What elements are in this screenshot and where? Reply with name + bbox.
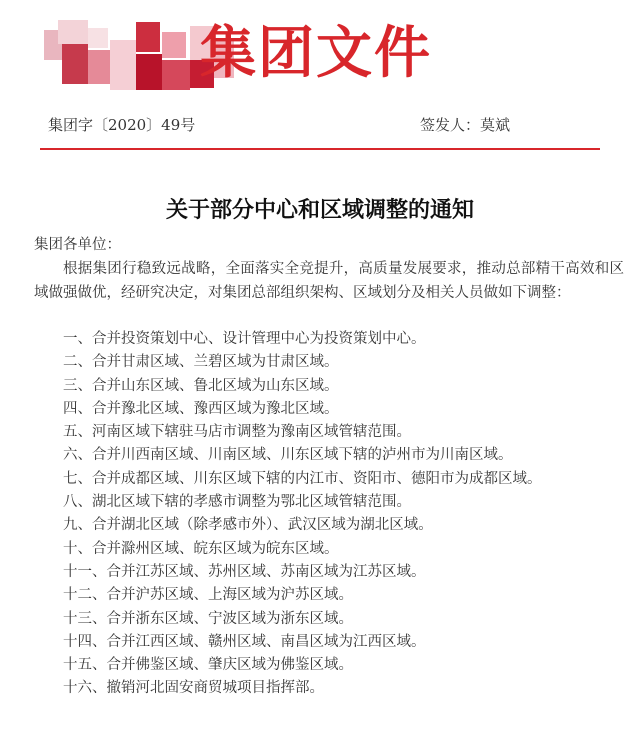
list-item: 十二、合并沪苏区域、上海区域为沪苏区域。 <box>63 587 353 604</box>
signer-label: 签发人： <box>420 116 481 134</box>
list-item: 九、合并湖北区域（除孝感市外）、武汉区域为湖北区域。 <box>63 517 433 534</box>
list-item: 十四、合并江西区域、赣州区域、南昌区域为江西区域。 <box>63 633 426 650</box>
signer-block <box>420 114 510 135</box>
list-item: 六、合并川西南区域、川南区域、川东区域下辖的泸州市为川南区域。 <box>63 447 513 464</box>
list-item: 十一、合并江苏区域、苏州区域、苏南区域为江苏区域。 <box>63 563 426 580</box>
list-item: 十、合并滁州区域、皖东区域为皖东区域。 <box>63 540 339 557</box>
list-item: 七、合并成都区域、川东区域下辖的内江市、资阳市、德阳市为成都区域。 <box>63 470 542 487</box>
list-item: 一、合并投资策划中心、设计管理中心为投资策划中心。 <box>63 331 426 347</box>
list-item: 四、合并豫北区域、豫西区域为豫北区域。 <box>63 400 339 417</box>
list-item: 八、湖北区域下辖的孝感市调整为鄂北区域管辖范围。 <box>63 494 411 511</box>
document-number: 集团字〔2020〕49号 <box>48 116 196 134</box>
red-divider-line <box>40 148 600 150</box>
list-item: 五、河南区域下辖驻马店市调整为豫南区域管辖范围。 <box>63 424 411 441</box>
intro-paragraph: 根据集团行稳致远战略，全面落实全竞提升，高质量发展要求，推动总部精干高效和区域做强做优，经研究决定，对集团总部组织架构、区域划分及相关人员做如下调整： <box>34 261 624 301</box>
list-item: 十三、合并浙东区域、宁波区域为浙东区域。 <box>63 610 353 627</box>
notice-title: 关于部分中心和区域调整的通知 <box>165 198 474 223</box>
list-item: 三、合并山东区域、鲁北区域为山东区域。 <box>63 377 339 394</box>
org-document-title: 集团文件 <box>200 21 432 86</box>
list-item: 十六、撤销河北固安商贸城项目指挥部。 <box>63 680 324 697</box>
list-item: 二、合并甘肃区域、兰碧区域为甘肃区域。 <box>63 354 339 371</box>
salutation: 集团各单位： <box>34 237 121 253</box>
signer-name: 莫斌 <box>480 116 511 134</box>
document-meta-row <box>0 114 640 138</box>
list-item: 十五、合并佛鉴区域、肇庆区域为佛鉴区域。 <box>63 657 353 674</box>
adjustment-list <box>34 328 624 701</box>
document-header <box>0 0 640 100</box>
